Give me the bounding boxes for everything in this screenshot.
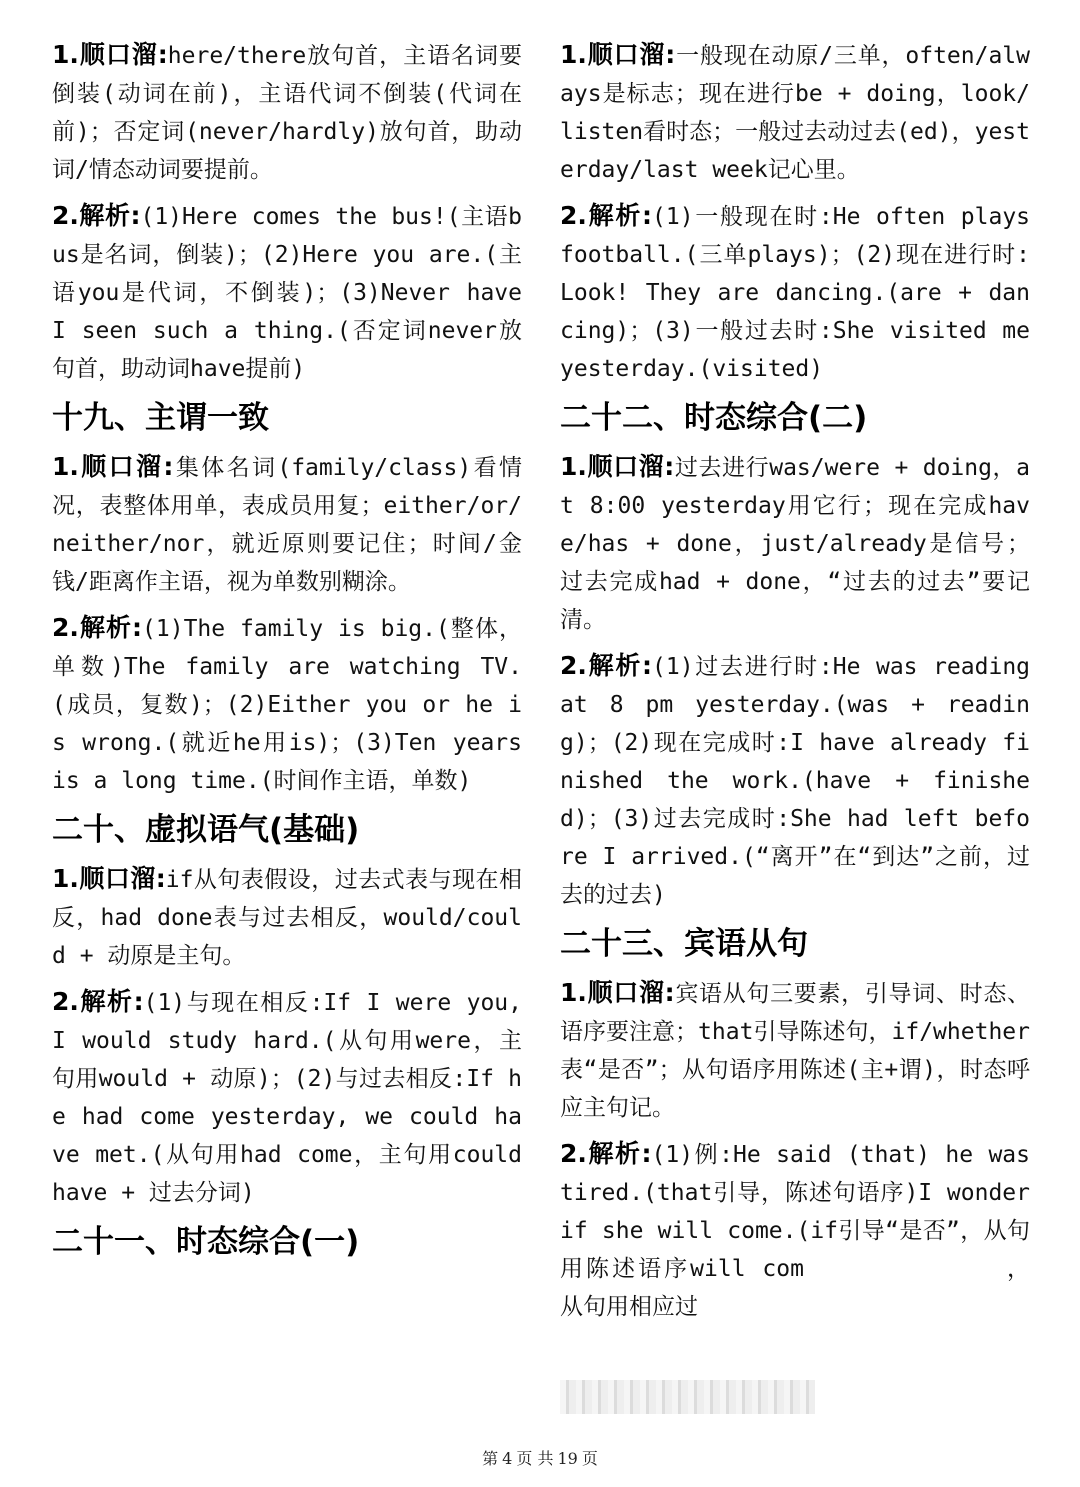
analysis-text: (1)The family is big.(整体，单数)The family are watching TV.(成员，复数)；(2)Either you or he is wrong.(就近he用is)；(3)Ten years is a long time.(时间作主语，单数) (52, 616, 522, 794)
obscured-text-region (560, 1380, 815, 1414)
rhyme-text: 一般现在动原/三单，often/always是标志；现在进行be + doing，look/listen看时态；一般过去动过去(ed)，yesterday/last week记心里。 (560, 43, 1030, 183)
analysis-label: 2.解析: (560, 1139, 652, 1168)
section-23-title: 二十三、宾语从句 (560, 926, 808, 962)
section-21-analysis (560, 197, 1030, 388)
rhyme-label: 1.顺口溜: (560, 978, 675, 1007)
section-20-analysis (52, 983, 522, 1212)
rhyme-label: 1.顺口溜: (560, 40, 676, 69)
analysis-label: 2.解析: (560, 201, 653, 230)
analysis-text: (1)与现在相反:If I were you, I would study hard.(从句用were，主句用would + 动原)；(2)与过去相反:If he had come yesterday, we could have met.(从句用had come，主句用could have + 过去分词) (52, 990, 523, 1206)
section-20-rhyme (52, 860, 522, 975)
section-21-title: 二十一、时态综合(一) (52, 1224, 360, 1260)
rhyme-text: 集体名词(family/class)看情况，表整体用单，表成员用复；either/or/neither/nor，就近原则要记住；时间/金钱/距离作主语，视为单数别糊涂。 (52, 455, 522, 595)
analysis-text: (1)过去进行时:He was reading at 8 pm yesterday.(was + reading)；(2)现在完成时:I have already finished the work.(have + finished)；(3)过去完成时:She had left before I arrived.(“离开”在“到达”之前，过去的过去) (560, 654, 1031, 908)
analysis-label: 2.解析: (52, 987, 144, 1016)
rhyme-label: 1.顺口溜: (52, 40, 168, 69)
section-18-rhyme (52, 36, 522, 189)
section-23-rhyme (560, 974, 1030, 1127)
footer-prefix: 第 (482, 1449, 499, 1468)
analysis-text-tail: ，从句用相应过 (560, 1256, 1030, 1320)
left-column (52, 36, 522, 1272)
footer-current-page: 4 (502, 1449, 513, 1468)
page-footer (0, 1446, 1080, 1469)
section-23-analysis (560, 1135, 1030, 1326)
rhyme-text: 宾语从句三要素，引导词、时态、语序要注意；that引导陈述句，if/whether表“是否”；从句语序用陈述(主+谓)，时态呼应主句记。 (560, 981, 1031, 1121)
rhyme-label: 1.顺口溜: (560, 452, 675, 481)
footer-total-pages: 19 (557, 1449, 578, 1468)
analysis-label: 2.解析: (52, 201, 141, 230)
analysis-label: 2.解析: (52, 613, 143, 642)
right-column (560, 36, 1030, 1334)
analysis-text: (1)例:He said (that) he was tired.(that引导，陈述句语序)I wonder if she will come.(if引导“是否”，从句用陈述语序will com (560, 1142, 1030, 1282)
analysis-text: (1)Here comes the bus!(主语bus是名词，倒装)；(2)Here you are.(主语you是代词，不倒装)；(3)Never have I seen such a thing.(否定词never放句首，助动词have提前) (52, 204, 522, 382)
rhyme-label: 1.顺口溜: (52, 452, 174, 481)
rhyme-text: if从句表假设，过去式表与现在相反，had done表与过去相反，would/could + 动原是主句。 (52, 867, 522, 969)
section-19-title: 十九、主谓一致 (52, 400, 269, 436)
section-22-title: 二十二、时态综合(二) (560, 400, 868, 436)
analysis-label: 2.解析: (560, 651, 653, 680)
section-18-analysis (52, 197, 522, 388)
rhyme-label: 1.顺口溜: (52, 864, 166, 893)
section-22-analysis (560, 647, 1030, 914)
rhyme-text: here/there放句首，主语名词要倒装(动词在前)，主语代词不倒装(代词在前)；否定词(never/hardly)放句首，助动词/情态动词要提前。 (52, 43, 522, 183)
footer-middle: 页 共 (516, 1449, 554, 1468)
section-20-title: 二十、虚拟语气(基础) (52, 812, 360, 848)
rhyme-text: 过去进行was/were + doing，at 8:00 yesterday用它行；现在完成have/has + done，just/already是信号；过去完成had + done，“过去的过去”要记清。 (560, 455, 1031, 633)
analysis-text: (1)一般现在时:He often plays football.(三单plays)；(2)现在进行时:Look! They are dancing.(are + dancing)；(3)一般过去时:She visited me yesterday.(visited) (560, 204, 1031, 382)
section-19-analysis (52, 609, 522, 800)
section-22-rhyme (560, 448, 1030, 639)
section-19-rhyme (52, 448, 522, 601)
section-21-rhyme (560, 36, 1030, 189)
footer-suffix: 页 (581, 1449, 598, 1468)
